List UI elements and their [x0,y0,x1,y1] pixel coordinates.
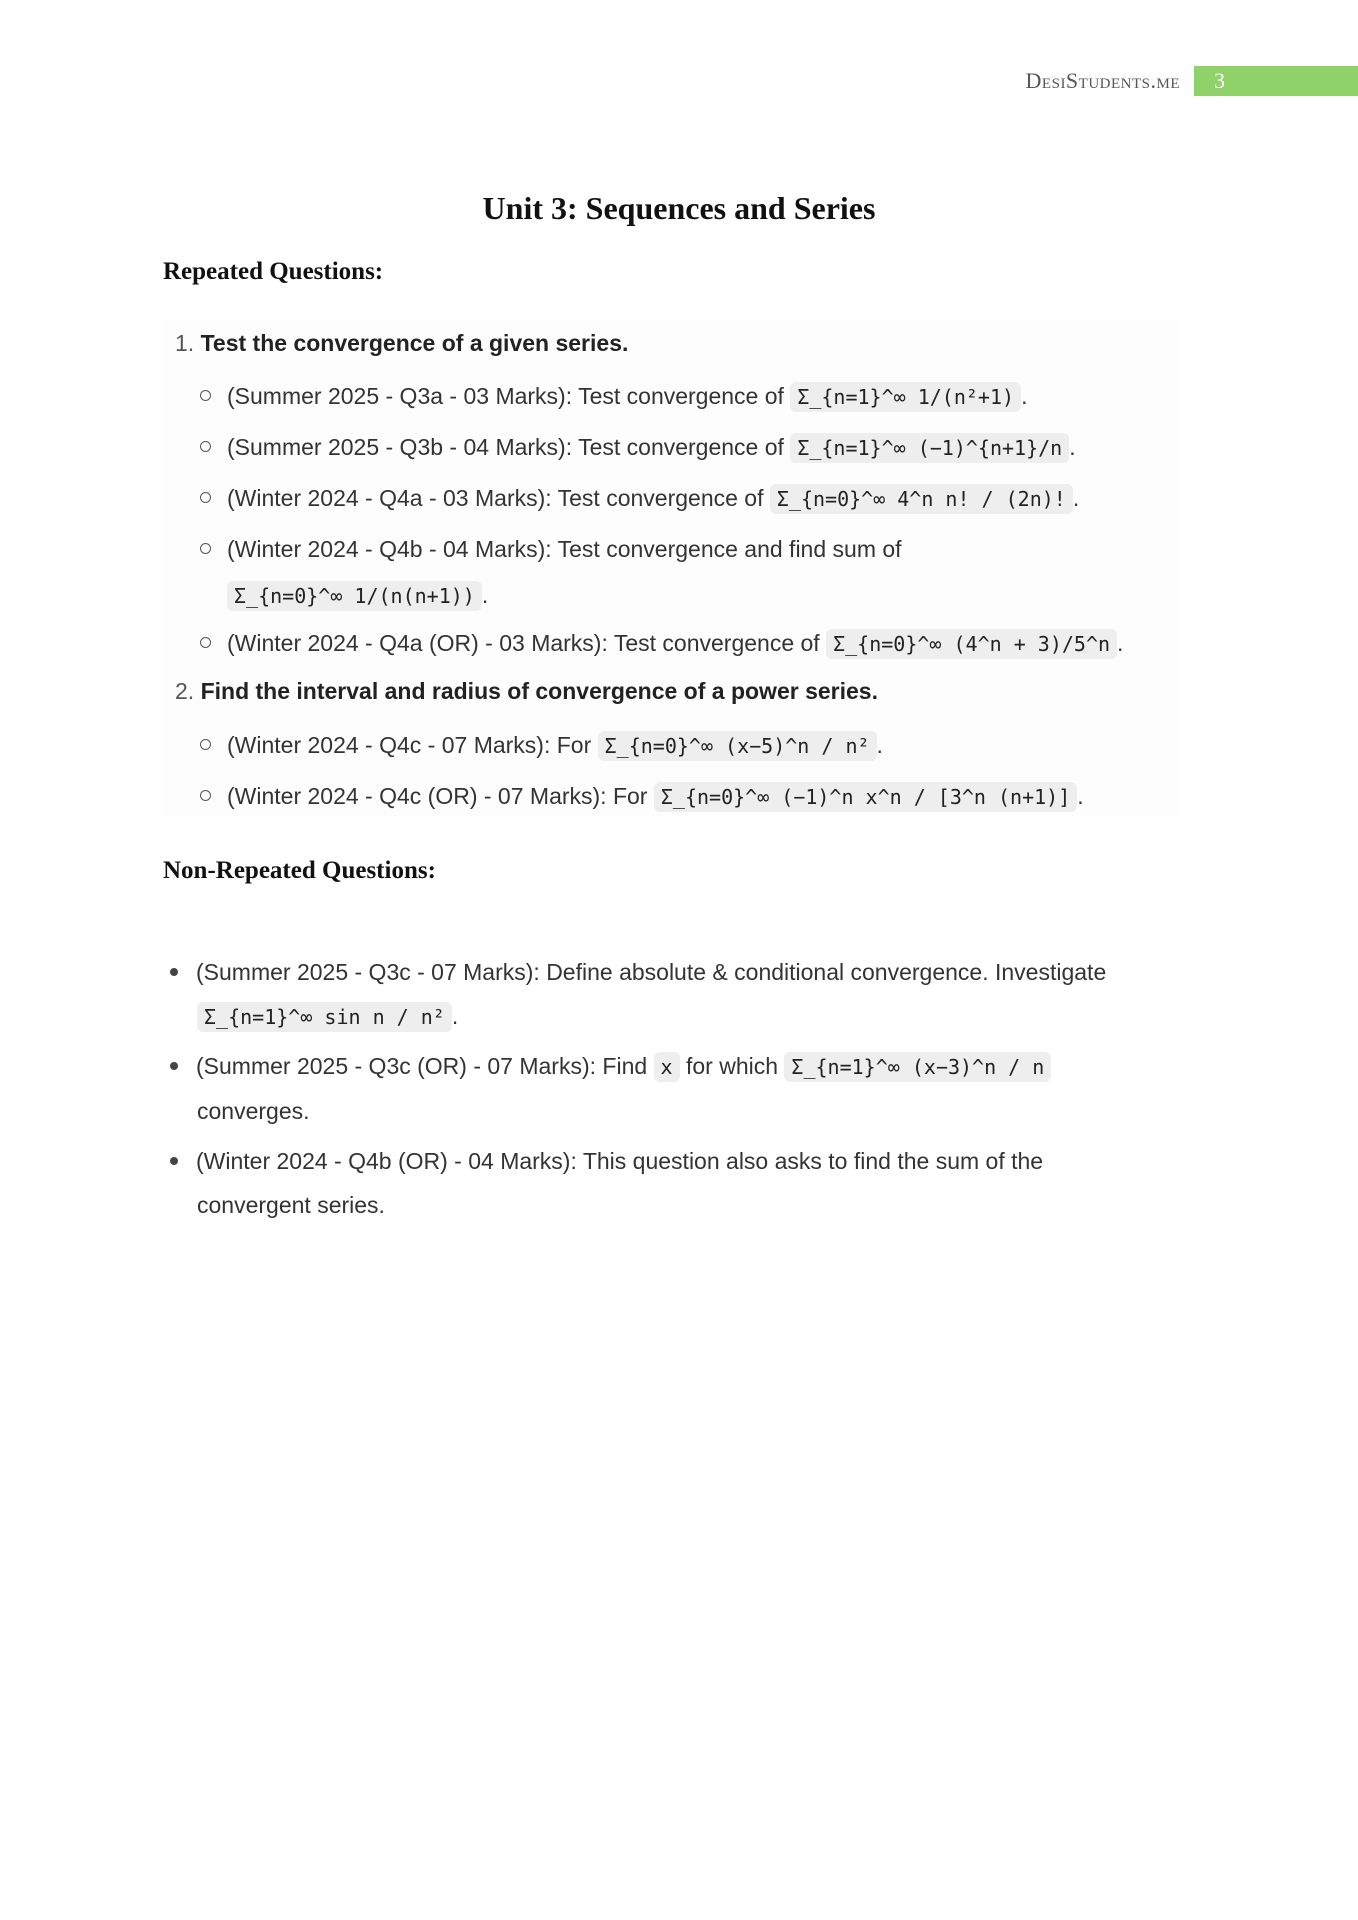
formula: Σ_{n=1}^∞ (x−3)^n / n [784,1052,1051,1082]
circle-bullet-icon [200,637,211,648]
formula: Σ_{n=0}^∞ (−1)^n x^n / [3^n (n+1)] [654,782,1077,812]
list-item-label: Test the convergence of a given series. [200,330,629,356]
bullet-icon [170,1062,178,1070]
sub-item: (Winter 2024 - Q4c (OR) - 07 Marks): For Σ_{n=0}^∞ (−1)^n x^n / [3^n (n+1)] . [200,773,1160,820]
formula: Σ_{n=1}^∞ sin n / n² [197,1002,452,1032]
site-name: DesiStudents.me [1025,68,1180,93]
sub-item: (Winter 2024 - Q4c - 07 Marks): For Σ_{n=0}^∞ (x−5)^n / n² . [200,722,1160,769]
page-title: Unit 3: Sequences and Series [482,190,876,226]
circle-bullet-icon [200,739,211,750]
sub-item: (Winter 2024 - Q4a - 03 Marks): Test convergence of Σ_{n=0}^∞ 4^n n! / (2n)! . [200,475,1160,522]
sub-item: (Winter 2024 - Q4b - 04 Marks): Test convergence and find sum of Σ_{n=0}^∞ 1/(n(n+1)) . [200,526,1160,619]
repeated-heading: Repeated Questions: [163,258,384,285]
circle-bullet-icon [200,390,211,401]
formula: Σ_{n=0}^∞ 1/(n(n+1)) [227,581,482,611]
list-item: (Winter 2024 - Q4b (OR) - 04 Marks): This question also asks to find the sum of the convergent series. [170,1139,1170,1227]
formula: x [654,1052,680,1082]
circle-bullet-icon [200,543,211,554]
bullet-icon [170,968,178,976]
nonrepeated-heading: Non-Repeated Questions: [163,857,436,884]
sub-item: (Summer 2025 - Q3b - 04 Marks): Test convergence of Σ_{n=1}^∞ (−1)^{n+1}/n . [200,424,1160,471]
sub-item: (Summer 2025 - Q3a - 03 Marks): Test convergence of Σ_{n=1}^∞ 1/(n²+1) . [200,373,1160,420]
formula: Σ_{n=1}^∞ 1/(n²+1) [790,382,1021,412]
list-item-1: 1. Test the convergence of a given series. [175,330,629,356]
list-item: (Summer 2025 - Q3c (OR) - 07 Marks): Find x for which Σ_{n=1}^∞ (x−3)^n / n converges. [170,1044,1170,1133]
list-item-label: Find the interval and radius of convergence of a power series. [200,678,878,704]
formula: Σ_{n=0}^∞ 4^n n! / (2n)! [770,484,1073,514]
page-header [1026,66,1358,96]
circle-bullet-icon [200,441,211,452]
circle-bullet-icon [200,790,211,801]
list-item-2: 2. Find the interval and radius of convergence of a power series. [175,678,878,704]
sub-item: (Winter 2024 - Q4a (OR) - 03 Marks): Test convergence of Σ_{n=0}^∞ (4^n + 3)/5^n . [200,620,1160,667]
page-number: 3 [1194,66,1358,96]
bullet-icon [170,1157,178,1165]
formula: Σ_{n=0}^∞ (x−5)^n / n² [598,731,877,761]
formula: Σ_{n=1}^∞ (−1)^{n+1}/n [790,433,1069,463]
formula: Σ_{n=0}^∞ (4^n + 3)/5^n [826,629,1117,659]
circle-bullet-icon [200,492,211,503]
list-item: (Summer 2025 - Q3c - 07 Marks): Define absolute & conditional convergence. Investigate Σ_{n=1}^∞ sin n / n² . [170,950,1170,1039]
